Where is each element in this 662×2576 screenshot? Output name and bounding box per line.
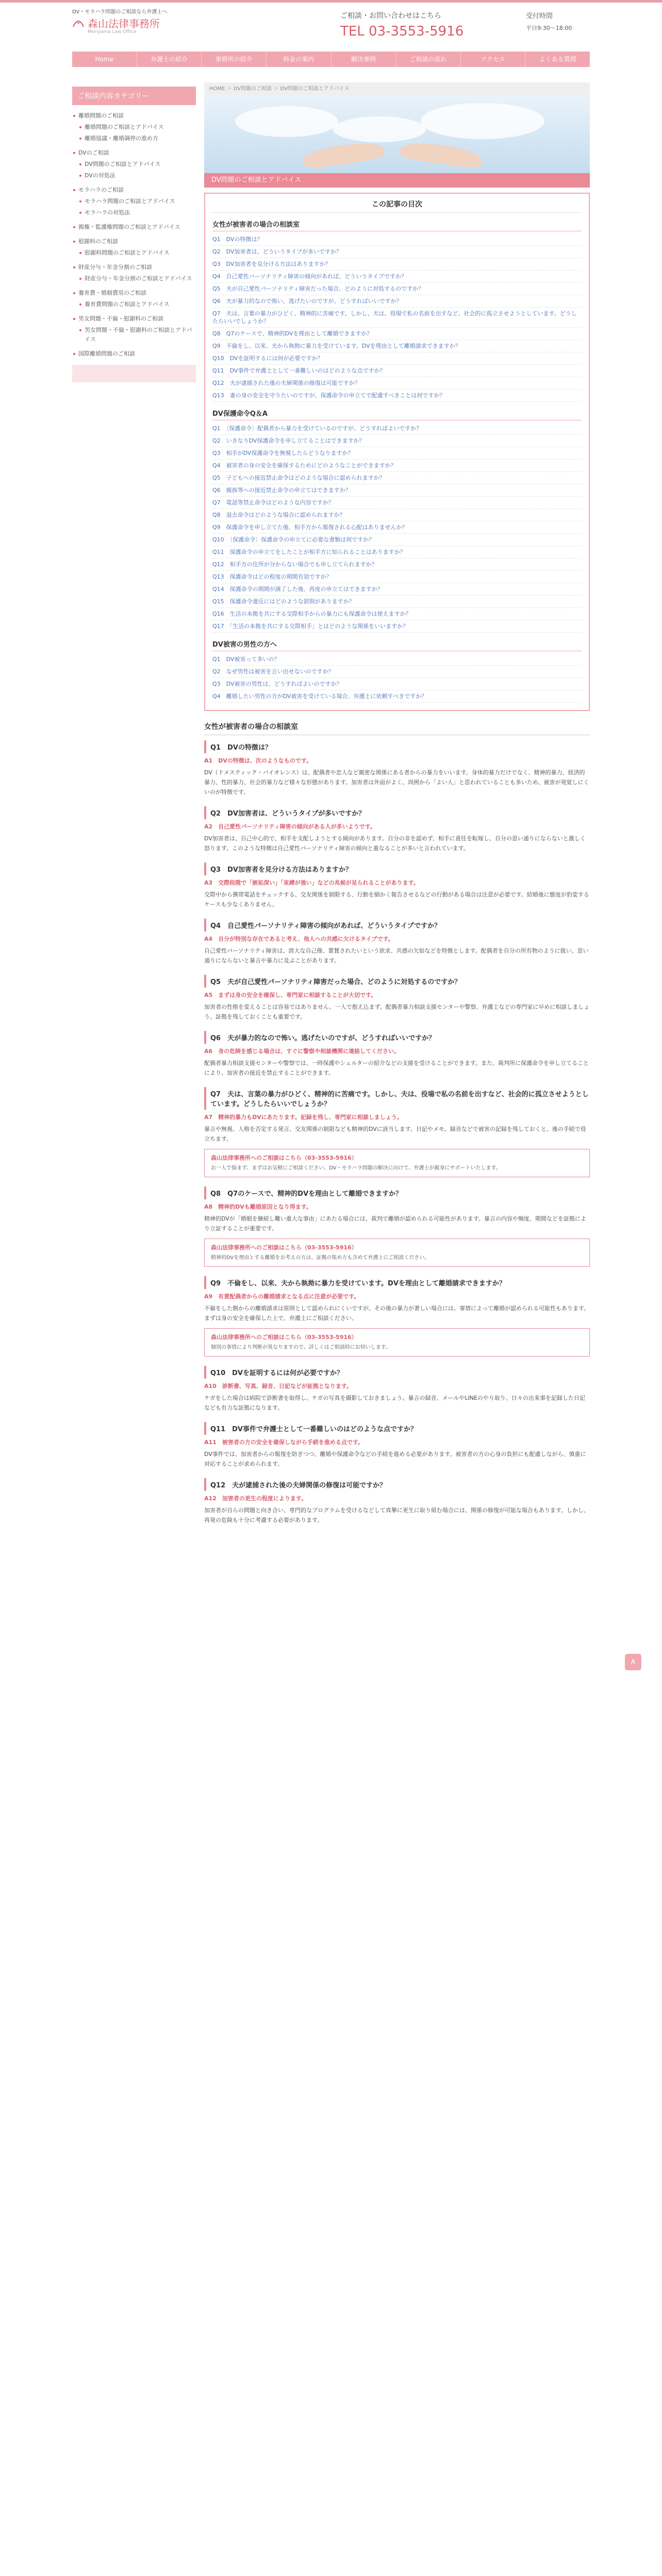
contact-label: ご相談・お問い合わせはこちら bbox=[340, 12, 441, 20]
toc-link[interactable]: Q1 DV被害って多いの？ bbox=[212, 653, 582, 666]
sidebar-item[interactable]: 慰謝料問題のご相談とアドバイス bbox=[72, 247, 196, 259]
question-heading: Q2 DV加害者は、どういうタイプが多いですか？ bbox=[204, 806, 590, 819]
question-heading: Q9 不倫をし、以来、夫から執拗に暴力を受けています。DVを理由として離婚請求できますか？ bbox=[204, 1276, 590, 1289]
toc-link[interactable]: Q1 〔保護命令〕配偶者から暴力を受けているのですが、どうすればよいですか？ bbox=[212, 422, 582, 435]
nav-item-cases[interactable]: 解決事例 bbox=[332, 52, 396, 67]
sidebar-category-list bbox=[72, 110, 196, 360]
nav-item-flow[interactable]: ご相談の流れ bbox=[396, 52, 461, 67]
answer-lead: A5 まずは身の安全を確保し、専門家に相談することが大切です。 bbox=[204, 992, 377, 998]
toc-link[interactable]: Q9 保護命令を申し立てた後、相手方から報復される心配はありませんか？ bbox=[212, 521, 582, 534]
phone-number[interactable]: TEL 03-3553-5916 bbox=[340, 24, 464, 39]
question-heading: Q5 夫が自己愛性パーソナリティ障害だった場合、どのように対処するのですか？ bbox=[204, 975, 590, 988]
toc-link[interactable]: Q17 「生活の本拠を共にする交際相手」とはどのような関係をいいますか？ bbox=[212, 620, 582, 633]
sidebar-item[interactable]: 養育費・婚姻費用のご相談 bbox=[72, 287, 196, 299]
qa-block bbox=[204, 975, 590, 1022]
global-nav bbox=[72, 52, 590, 67]
answer-body: 不倫をした側からの離婚請求は原則として認められにくいですが、その後の暴力が著しい場合には、事情によって離婚が認められる可能性もあります。まずは身の安全を確保した上で、弁護士にご相談ください。 bbox=[204, 1305, 590, 1321]
breadcrumb[interactable]: HOME ＞ DV問題のご相談 ＞ DV問題のご相談とアドバイス bbox=[204, 82, 590, 96]
qa-block bbox=[204, 919, 590, 965]
contact-box[interactable] bbox=[204, 1239, 590, 1267]
toc-list bbox=[212, 422, 582, 633]
answer-body: DV（ドメスティック・バイオレンス）は、配偶者や恋人など親密な関係にある者からの暴力をいいます。身体的暴力だけでなく、精神的暴力、経済的暴力、性的暴力、社会的暴力など様々な形態があります。加害者は外面がよく、周囲から「よい人」と思われていることも多いため、被害が発覚しにくいのが特徴です。 bbox=[204, 769, 589, 795]
contact-box[interactable] bbox=[204, 1328, 590, 1357]
header-tagline: DV・モラハラ問題のご相談なら弁護士へ bbox=[72, 9, 168, 15]
toc-link[interactable]: Q2 なぜ男性は被害を言い出せないのですか？ bbox=[212, 666, 582, 678]
sidebar-item[interactable]: モラハラの対処法 bbox=[72, 207, 196, 218]
hours-value: 平日9:30〜18:00 bbox=[526, 25, 572, 31]
qa-block bbox=[204, 806, 590, 853]
sidebar-item[interactable]: 親権・監護権問題のご相談とアドバイス bbox=[72, 222, 196, 233]
table-of-contents bbox=[204, 193, 590, 711]
sidebar-item[interactable]: 財産分与・年金分割のご相談とアドバイス bbox=[72, 273, 196, 284]
hours-label: 受付時間 bbox=[526, 12, 553, 20]
toc-link[interactable]: Q12 相手方の住所が分からない場合でも申し立てられますか？ bbox=[212, 558, 582, 571]
toc-link[interactable]: Q6 親族等への接近禁止命令の申立てはできますか？ bbox=[212, 484, 582, 497]
toc-section-heading: DV保護命令Q＆A bbox=[212, 405, 582, 420]
nav-item-access[interactable]: アクセス bbox=[461, 52, 526, 67]
toc-link[interactable]: Q3 相手がDV保護命令を無視したらどうなりますか？ bbox=[212, 447, 582, 460]
sidebar-title: ご相談内容カテゴリー bbox=[72, 87, 196, 105]
toc-link[interactable]: Q3 DV加害者を見分ける方法はありますか？ bbox=[212, 258, 582, 270]
sidebar-item[interactable]: 財産分与・年金分割のご相談 bbox=[72, 262, 196, 273]
contact-box-title[interactable]: 森山法律事務所へのご相談はこちら（03-3553-5916） bbox=[211, 1155, 357, 1161]
toc-link[interactable]: Q10 〔保護命令〕保護命令の申立てに必要な書類は何ですか？ bbox=[212, 534, 582, 546]
toc-link[interactable]: Q4 被害者の身の安全を確保するためにどのようなことができますか？ bbox=[212, 460, 582, 472]
contact-box-text: 精神的DVを理由とする離婚をお考えの方は、証拠の集め方も含めて弁護士にご相談ください。 bbox=[211, 1255, 430, 1261]
contact-box[interactable] bbox=[204, 1149, 590, 1177]
toc-link[interactable]: Q16 生活の本拠を共にする交際相手からの暴力にも保護命令は使えますか？ bbox=[212, 608, 582, 620]
sidebar-item[interactable]: モラハラ問題のご相談とアドバイス bbox=[72, 196, 196, 207]
article-section-heading: 女性が被害者の場合の相談室 bbox=[204, 718, 590, 735]
answer-body: 精神的DVが「婚姻を継続し難い重大な事由」にあたる場合には、裁判で離婚が認められる可能性があります。暴言の内容や頻度、期間などを証拠により立証することが重要です。 bbox=[204, 1215, 586, 1232]
nav-item-home[interactable]: Home bbox=[72, 52, 137, 67]
logo-name[interactable]: 森山法律事務所 bbox=[88, 18, 160, 30]
toc-link[interactable]: Q4 離婚したい男性の方がDV被害を受けている場合、弁護士に依頼すべきですか？ bbox=[212, 690, 582, 703]
answer-body: ケガをした場合は病院で診断書を取得し、ケガの写真を撮影しておきましょう。暴言の録音、メールやLINEのやり取り、日々の出来事を記録した日記なども有力な証拠になります。 bbox=[204, 1395, 585, 1411]
sidebar-item[interactable]: 離婚問題のご相談 bbox=[72, 110, 196, 122]
answer-lead: A6 身の危険を感じる場合は、すぐに警察や相談機関に連絡してください。 bbox=[204, 1048, 400, 1055]
toc-link[interactable]: Q9 不倫をし、以来、夫から執拗に暴力を受けています。DVを理由として離婚請求できますか？ bbox=[212, 340, 582, 352]
qa-block bbox=[204, 1366, 590, 1413]
question-heading: Q11 DV事件で弁護士として一番難しいのはどのような点ですか？ bbox=[204, 1422, 590, 1435]
contact-box-title[interactable]: 森山法律事務所へのご相談はこちら（03-3553-5916） bbox=[211, 1334, 357, 1341]
answer-lead: A9 有責配偶者からの離婚請求となる点に注意が必要です。 bbox=[204, 1293, 360, 1300]
toc-link[interactable]: Q15 保護命令違反にはどのような罰則がありますか？ bbox=[212, 596, 582, 608]
toc-link[interactable]: Q11 DV事件で弁護士として一番難しいのはどのような点ですか？ bbox=[212, 365, 582, 377]
sidebar-item[interactable]: 離婚協議・離婚調停の進め方 bbox=[72, 133, 196, 144]
toc-link[interactable]: Q5 子どもへの接近禁止命令はどのような場合に認められますか？ bbox=[212, 472, 582, 484]
toc-link[interactable]: Q7 電話等禁止命令はどのような内容ですか？ bbox=[212, 497, 582, 509]
contact-box-title[interactable]: 森山法律事務所へのご相談はこちら（03-3553-5916） bbox=[211, 1244, 357, 1251]
question-heading: Q10 DVを証明するには何が必要ですか？ bbox=[204, 1366, 590, 1379]
page-top-button[interactable]: ∧ bbox=[625, 1654, 641, 1670]
question-heading: Q4 自己愛性パーソナリティ障害の傾向があれば、どういうタイプですか？ bbox=[204, 919, 590, 931]
toc-section-heading: DV被害の男性の方へ bbox=[212, 636, 582, 651]
answer-lead: A12 加害者の更生の程度によります。 bbox=[204, 1495, 307, 1502]
question-heading: Q8 Q7のケースで、精神的DVを理由として離婚できますか？ bbox=[204, 1187, 590, 1199]
answer-lead: A11 被害者の方の安全を確保しながら手続を進める点です。 bbox=[204, 1439, 363, 1446]
site-header bbox=[72, 5, 590, 50]
sidebar-item[interactable]: DVのご相談 bbox=[72, 147, 196, 159]
sidebar-item[interactable]: 国際離婚問題のご相談 bbox=[72, 348, 196, 360]
hero-image bbox=[204, 96, 590, 173]
toc-link[interactable]: Q4 自己愛性パーソナリティ障害の傾向があれば、どういうタイプですか？ bbox=[212, 270, 582, 283]
article-body bbox=[204, 718, 590, 1525]
toc-link[interactable]: Q13 保護命令はどの程度の期間有効ですか？ bbox=[212, 571, 582, 583]
qa-block bbox=[204, 1087, 590, 1177]
sidebar-item[interactable]: 養育費問題のご相談とアドバイス bbox=[72, 299, 196, 310]
answer-body: 交際中から携帯電話をチェックする、交友関係を制限する、行動を細かく報告させるなどの行動がある場合は注意が必要です。結婚後に態度が豹変するケースも少なくありません。 bbox=[204, 891, 589, 908]
sidebar-item[interactable]: 男女問題・不倫・慰謝料のご相談とアドバイス bbox=[72, 325, 196, 345]
qa-block bbox=[204, 1478, 590, 1525]
qa-block bbox=[204, 862, 590, 909]
answer-lead: A4 自分が特別な存在であると考え、他人への共感に欠けるタイプです。 bbox=[204, 936, 394, 942]
toc-link[interactable]: Q3 DV被害の男性は、どうすればよいのですか？ bbox=[212, 678, 582, 690]
toc-link[interactable]: Q10 DVを証明するには何が必要ですか？ bbox=[212, 352, 582, 365]
toc-link[interactable]: Q8 Q7のケースで、精神的DVを理由として離婚できますか？ bbox=[212, 328, 582, 340]
sidebar-footer-band bbox=[72, 365, 196, 382]
question-heading: Q7 夫は、言葉の暴力がひどく、精神的に苦痛です。しかし、夫は、役場で私の名前を出すなど、社会的に孤立させようとしています。どうしたらいいでしょうか？ bbox=[204, 1087, 590, 1110]
qa-block bbox=[204, 1422, 590, 1469]
toc-link[interactable]: Q5 夫が自己愛性パーソナリティ障害だった場合、どのように対処するのですか？ bbox=[212, 283, 582, 295]
page-title: DV問題のご相談とアドバイス bbox=[204, 173, 590, 188]
answer-body: 配偶者暴力相談支援センターや警察では、一時保護やシェルターの紹介などの支援を受けることができます。また、裁判所に保護命令を申し立てることにより、加害者の接近を禁止することができます。 bbox=[204, 1060, 589, 1076]
toc-list bbox=[212, 653, 582, 703]
sidebar-item[interactable]: DV問題のご相談とアドバイス bbox=[72, 159, 196, 170]
question-heading: Q3 DV加害者を見分ける方法はありますか？ bbox=[204, 862, 590, 875]
sidebar-item[interactable]: 離婚問題のご相談とアドバイス bbox=[72, 122, 196, 133]
toc-title: この記事の目次 bbox=[212, 199, 582, 213]
sidebar-item[interactable]: モラハラのご相談 bbox=[72, 184, 196, 196]
toc-section-heading: 女性が被害者の場合の相談室 bbox=[212, 216, 582, 231]
nav-item-faq[interactable]: よくある質問 bbox=[539, 56, 576, 63]
contact-box-text: お一人で悩まず、まずはお気軽にご相談ください。DV・モラハラ問題の解決に向けて、弁護士が親身にサポートいたします。 bbox=[211, 1165, 501, 1171]
toc-link[interactable]: Q8 退去命令はどのような場合に認められますか？ bbox=[212, 509, 582, 521]
qa-block bbox=[204, 740, 590, 797]
answer-lead: A3 交際段階で「嫉妬深い」「束縛が強い」などの兆候が見られることがあります。 bbox=[204, 879, 419, 886]
sidebar-item[interactable]: 男女問題・不倫・慰謝料のご相談 bbox=[72, 313, 196, 325]
toc-link[interactable]: Q6 夫が暴力的なので怖い。逃げたいのですが、どうすればいいですか？ bbox=[212, 295, 582, 308]
contact-box-text: 個別の事情により判断が異なりますので、詳しくはご相談時にお伺いします。 bbox=[211, 1345, 391, 1350]
top-accent-bar bbox=[0, 0, 662, 3]
toc-link[interactable]: Q2 DV加害者は、どういうタイプが多いですか？ bbox=[212, 246, 582, 258]
toc-link[interactable]: Q7 夫は、言葉の暴力がひどく、精神的に苦痛です。しかし、夫は、役場で私の名前を出すなど、社会的に孤立させようとしています。どうしたらいいでしょうか？ bbox=[212, 308, 582, 328]
toc-link[interactable]: Q12 夫が逮捕された後の夫婦関係の修復は可能ですか？ bbox=[212, 377, 582, 389]
sidebar-item[interactable]: 慰謝料のご相談 bbox=[72, 236, 196, 247]
qa-block bbox=[204, 1276, 590, 1357]
sidebar bbox=[72, 87, 196, 382]
logo-icon bbox=[72, 18, 85, 28]
question-heading: Q6 夫が暴力的なので怖い。逃げたいのですが、どうすればいいですか？ bbox=[204, 1031, 590, 1044]
answer-body: 暴言や無視、人格を否定する発言、交友関係の制限なども精神的DVに該当します。日記やメモ、録音などで被害の記録を残しておくと、後の手続で役立ちます。 bbox=[204, 1126, 586, 1142]
nav-item-office[interactable]: 事務所の紹介 bbox=[202, 52, 267, 67]
logo-subtitle: Moriyama Law Office bbox=[88, 29, 137, 35]
answer-lead: A8 精神的DVも離婚原因となり得ます。 bbox=[204, 1204, 312, 1210]
nav-item-fees[interactable]: 料金の案内 bbox=[267, 52, 332, 67]
nav-item-lawyer[interactable]: 弁護士の紹介 bbox=[137, 52, 202, 67]
answer-body: DV事件では、加害者からの報復を防ぎつつ、離婚や保護命令などの手続を進める必要があります。被害者の方の心身の負担にも配慮しながら、慎重に対応することが求められます。 bbox=[204, 1451, 586, 1467]
answer-body: DV加害者は、自己中心的で、相手を支配しようとする傾向があります。自分の非を認めず、相手に責任を転嫁し、自分の思い通りにならないと激しく怒ります。このような特徴は自己愛性パーソナリティ障害の傾向と重なることが多いと言われています。 bbox=[204, 835, 586, 852]
question-heading: Q1 DVの特徴は？ bbox=[204, 740, 590, 753]
answer-lead: A1 DVの特徴は、次のようなものです。 bbox=[204, 757, 312, 764]
answer-lead: A7 精神的暴力もDVにあたります。記録を残し、専門家に相談しましょう。 bbox=[204, 1114, 403, 1121]
main-content bbox=[204, 82, 590, 1534]
toc-link[interactable]: Q13 妻の身の安全を守りたいのですが、保護命令の申立てで配慮すべきことは何ですか？ bbox=[212, 389, 582, 402]
answer-body: 自己愛性パーソナリティ障害は、誇大な自己像、賞賛されたいという欲求、共感の欠如などを特徴とします。配偶者を自分の所有物のように扱い、思い通りにならないと暴言や暴力に及ぶことがあります。 bbox=[204, 947, 589, 964]
toc-link[interactable]: Q2 いきなりDV保護命令を申し立てることはできますか？ bbox=[212, 435, 582, 447]
toc-link[interactable]: Q11 保護命令の申立てをしたことが相手方に知られることはありますか？ bbox=[212, 546, 582, 558]
answer-lead: A10 診断書、写真、録音、日記などが証拠となります。 bbox=[204, 1383, 352, 1389]
toc-link[interactable]: Q14 保護命令の期間が満了した後、再度の申立てはできますか？ bbox=[212, 583, 582, 596]
qa-block bbox=[204, 1031, 590, 1078]
toc-link[interactable]: Q1 DVの特徴は？ bbox=[212, 233, 582, 246]
answer-body: 加害者が自らの問題と向き合い、専門的なプログラムを受けるなどして真摯に更生に取り組む場合には、関係の修復が可能な場合もあります。しかし、再発の危険も十分に考慮する必要があります。 bbox=[204, 1507, 590, 1523]
toc-list bbox=[212, 233, 582, 402]
answer-lead: A2 自己愛性パーソナリティ障害の傾向がある人が多いようです。 bbox=[204, 823, 376, 830]
question-heading: Q12 夫が逮捕された後の夫婦関係の修復は可能ですか？ bbox=[204, 1478, 590, 1491]
sidebar-item[interactable]: DVの対処法 bbox=[72, 170, 196, 181]
qa-block bbox=[204, 1187, 590, 1267]
answer-body: 加害者の性格を変えることは容易ではありません。一人で抱え込まず、配偶者暴力相談支援センターや警察、弁護士などの専門家に早めに相談しましょう。証拠を残しておくことも重要です。 bbox=[204, 1004, 590, 1020]
